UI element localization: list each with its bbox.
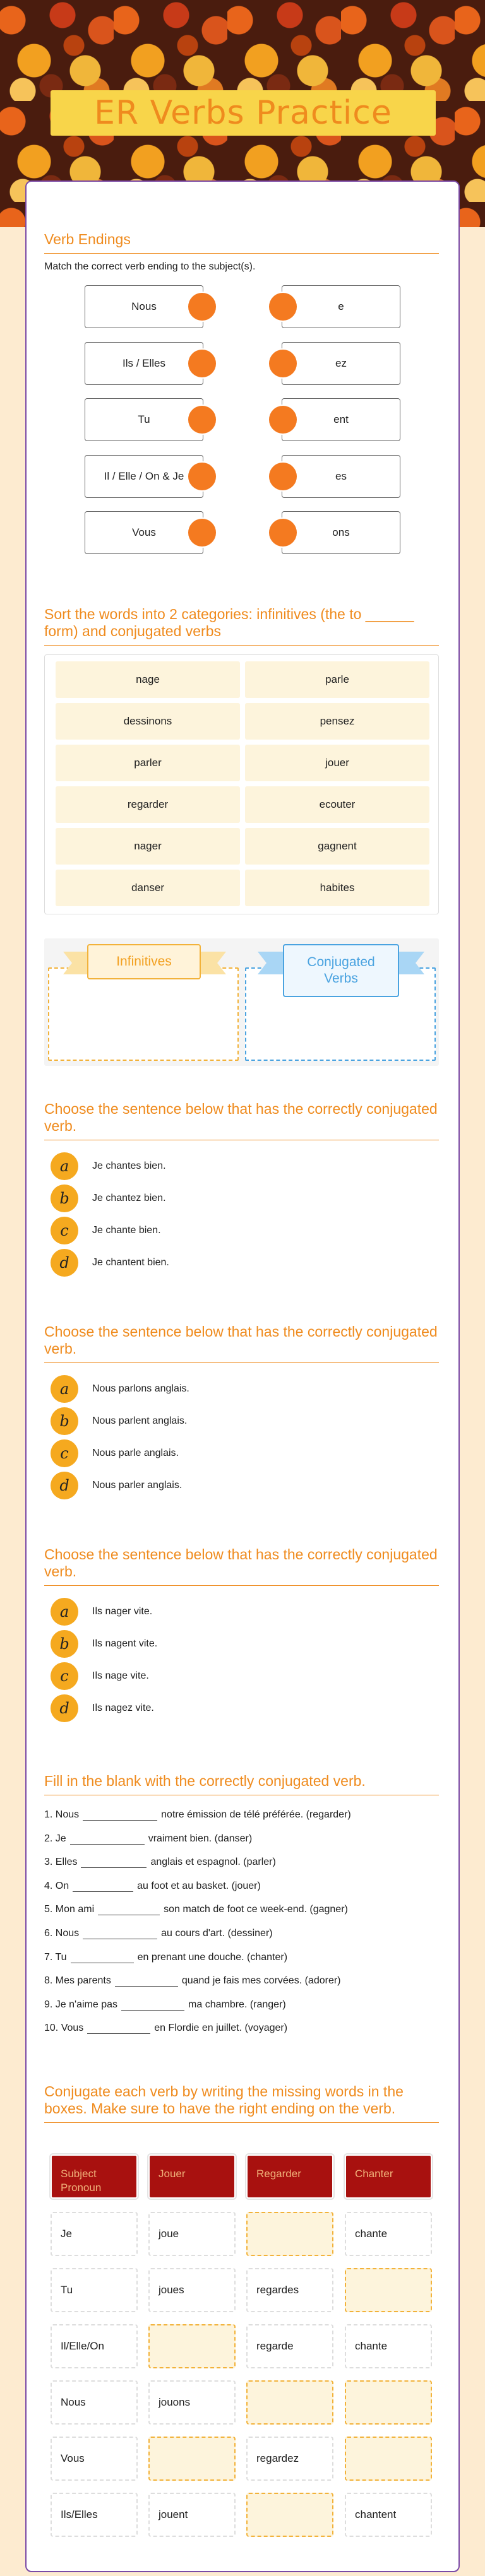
ribbon-tail-right xyxy=(197,952,226,974)
option-text: Nous parle anglais. xyxy=(92,1448,179,1458)
answer-option[interactable] xyxy=(51,1407,187,1435)
option-text: Nous parler anglais. xyxy=(92,1480,183,1491)
match-subject-box[interactable]: Ils / Elles xyxy=(85,342,203,385)
table-cell: chante xyxy=(345,2324,432,2368)
section-title-conjugate: Conjugate each verb by writing the missing words in the boxes. Make sure to have the right ending on the verb. xyxy=(44,2083,439,2123)
match-connector-dot[interactable] xyxy=(188,293,216,321)
option-letter-badge: b xyxy=(51,1407,78,1435)
section-title-verb-endings: Verb Endings xyxy=(44,231,439,254)
blank-input[interactable] xyxy=(70,1835,145,1845)
title-banner xyxy=(51,90,436,136)
table-cell: regarde xyxy=(246,2324,333,2368)
section-title-fill-in: Fill in the blank with the correctly conjugated verb. xyxy=(44,1773,439,1795)
word-chip[interactable]: habites xyxy=(245,870,429,906)
fill-in-prefix: 9. Je n'aime pas xyxy=(44,1999,118,2010)
ribbon-tail-right-blue xyxy=(395,952,424,974)
word-chip[interactable]: nage xyxy=(56,661,240,698)
option-text: Je chantez bien. xyxy=(92,1193,166,1203)
blank-input[interactable] xyxy=(71,1953,134,1963)
fill-in-suffix: au foot et au basket. (jouer) xyxy=(137,1880,261,1891)
match-connector-dot[interactable] xyxy=(188,463,216,490)
word-chip[interactable]: regarder xyxy=(56,786,240,823)
fill-in-prefix: 4. On xyxy=(44,1880,69,1891)
question-title: Choose the sentence below that has the correctly conjugated verb. xyxy=(44,1546,439,1586)
table-cell: jouons xyxy=(148,2380,236,2425)
match-subject-box[interactable]: Nous xyxy=(85,285,203,328)
answer-option[interactable] xyxy=(51,1694,154,1722)
table-header: Chanter xyxy=(345,2154,432,2199)
table-cell: Nous xyxy=(51,2380,138,2425)
fill-in-suffix: en prenant une douche. (chanter) xyxy=(137,1951,288,1963)
option-text: Ils nage vite. xyxy=(92,1670,149,1681)
answer-option[interactable] xyxy=(51,1598,152,1626)
answer-option[interactable] xyxy=(51,1217,161,1244)
table-cell: Vous xyxy=(51,2437,138,2481)
drop-zone-infinitives[interactable] xyxy=(48,967,239,1061)
option-letter-badge: b xyxy=(51,1630,78,1658)
table-header: Jouer xyxy=(148,2154,236,2199)
table-header: Regarder xyxy=(246,2154,333,2199)
match-subject-box[interactable]: Tu xyxy=(85,398,203,441)
blank-input[interactable] xyxy=(87,2024,150,2034)
blank-input[interactable] xyxy=(83,1811,157,1821)
word-chip[interactable]: pensez xyxy=(245,703,429,740)
fill-in-item xyxy=(44,1901,348,1915)
fill-in-prefix: 6. Nous xyxy=(44,1928,80,1939)
answer-option[interactable] xyxy=(51,1439,179,1467)
answer-box[interactable] xyxy=(246,2493,333,2537)
option-letter-badge: c xyxy=(51,1662,78,1690)
blank-input[interactable] xyxy=(83,1929,157,1939)
option-text: Ils nagent vite. xyxy=(92,1638,158,1649)
answer-option[interactable] xyxy=(51,1472,182,1499)
fill-in-item xyxy=(44,1949,287,1963)
word-chip[interactable]: parle xyxy=(245,661,429,698)
match-connector-dot[interactable] xyxy=(269,406,297,434)
match-ending-box[interactable]: ez xyxy=(282,342,400,385)
fill-in-item xyxy=(44,1831,252,1845)
fill-in-suffix: quand je fais mes corvées. (adorer) xyxy=(181,1975,341,1987)
option-letter-badge: a xyxy=(51,1152,78,1180)
answer-option[interactable] xyxy=(51,1249,169,1277)
answer-box[interactable] xyxy=(246,2380,333,2425)
option-text: Je chantent bien. xyxy=(92,1257,169,1268)
match-ending-box[interactable]: ons xyxy=(282,511,400,554)
option-text: Nous parlent anglais. xyxy=(92,1415,188,1426)
answer-option[interactable] xyxy=(51,1630,157,1658)
matching-instruction: Match the correct verb ending to the subject(s). xyxy=(44,261,256,272)
fill-in-suffix: anglais et espagnol. (parler) xyxy=(150,1857,276,1868)
option-text: Ils nagez vite. xyxy=(92,1703,154,1713)
answer-box[interactable] xyxy=(345,2268,432,2312)
fill-in-suffix: en Flordie en juillet. (voyager) xyxy=(154,2023,288,2034)
fill-in-item xyxy=(44,2020,287,2034)
option-letter-badge: d xyxy=(51,1694,78,1722)
fill-in-prefix: 7. Tu xyxy=(44,1951,67,1963)
table-cell: Il/Elle/On xyxy=(51,2324,138,2368)
match-connector-dot[interactable] xyxy=(269,519,297,547)
match-ending-box[interactable]: es xyxy=(282,455,400,498)
question-title: Choose the sentence below that has the correctly conjugated verb. xyxy=(44,1323,439,1363)
blank-input[interactable] xyxy=(98,1905,160,1915)
blank-input[interactable] xyxy=(121,2000,184,2011)
word-chip[interactable]: ecouter xyxy=(245,786,429,823)
fill-in-suffix: au cours d'art. (dessiner) xyxy=(161,1928,273,1939)
blank-input[interactable] xyxy=(115,1976,178,1987)
match-connector-dot[interactable] xyxy=(188,519,216,547)
fill-in-suffix: son match de foot ce week-end. (gagner) xyxy=(164,1904,348,1915)
fill-in-suffix: notre émission de télé préférée. (regarder) xyxy=(161,1809,351,1820)
match-subject-box[interactable]: Vous xyxy=(85,511,203,554)
match-connector-dot[interactable] xyxy=(269,350,297,377)
option-letter-badge: d xyxy=(51,1472,78,1499)
word-chip[interactable]: nager xyxy=(56,828,240,865)
option-text: Nous parlons anglais. xyxy=(92,1383,189,1394)
blank-input[interactable] xyxy=(81,1858,147,1868)
answer-option[interactable] xyxy=(51,1152,166,1180)
option-text: Je chante bien. xyxy=(92,1225,161,1236)
question-title: Choose the sentence below that has the correctly conjugated verb. xyxy=(44,1101,439,1140)
match-connector-dot[interactable] xyxy=(188,406,216,434)
option-text: Ils nager vite. xyxy=(92,1606,153,1617)
table-cell: joue xyxy=(148,2212,236,2256)
fill-in-item xyxy=(44,1854,276,1868)
fill-in-suffix: ma chambre. (ranger) xyxy=(188,1999,286,2010)
table-cell: regardes xyxy=(246,2268,333,2312)
table-cell: chantent xyxy=(345,2493,432,2537)
fill-in-item xyxy=(44,1925,273,1939)
category-label-conjugated: Conjugated Verbs xyxy=(283,944,399,997)
fill-in-item xyxy=(44,1973,341,1987)
fill-in-prefix: 3. Elles xyxy=(44,1857,78,1868)
word-chip[interactable]: dessinons xyxy=(56,703,240,740)
match-connector-dot[interactable] xyxy=(188,350,216,377)
fill-in-prefix: 5. Mon ami xyxy=(44,1904,95,1915)
fill-in-prefix: 8. Mes parents xyxy=(44,1975,111,1987)
word-chip[interactable]: danser xyxy=(56,870,240,906)
table-cell: Tu xyxy=(51,2268,138,2312)
match-connector-dot[interactable] xyxy=(269,463,297,490)
answer-option[interactable] xyxy=(51,1662,149,1690)
blank-input[interactable] xyxy=(73,1882,133,1892)
category-label-infinitives: Infinitives xyxy=(87,944,201,979)
answer-box[interactable] xyxy=(345,2380,432,2425)
table-header: Subject Pronoun xyxy=(51,2154,138,2199)
match-connector-dot[interactable] xyxy=(269,293,297,321)
answer-box[interactable] xyxy=(246,2212,333,2256)
option-letter-badge: b xyxy=(51,1185,78,1212)
fill-in-prefix: 1. Nous xyxy=(44,1809,80,1820)
match-ending-box[interactable]: e xyxy=(282,285,400,328)
fill-in-item xyxy=(44,1878,261,1892)
answer-box[interactable] xyxy=(148,2324,236,2368)
answer-box[interactable] xyxy=(345,2437,432,2481)
option-text: Je chantes bien. xyxy=(92,1161,166,1171)
fill-in-prefix: 10. Vous xyxy=(44,2023,84,2034)
answer-option[interactable] xyxy=(51,1185,166,1212)
answer-option[interactable] xyxy=(51,1375,189,1403)
table-cell: jouent xyxy=(148,2493,236,2537)
match-ending-box[interactable]: ent xyxy=(282,398,400,441)
page-title: ER Verbs Practice xyxy=(94,94,392,132)
fill-in-item xyxy=(44,1997,286,2011)
option-letter-badge: c xyxy=(51,1439,78,1467)
table-cell: Ils/Elles xyxy=(51,2493,138,2537)
fill-in-prefix: 2. Je xyxy=(44,1833,66,1844)
table-cell: joues xyxy=(148,2268,236,2312)
fill-in-suffix: vraiment bien. (danser) xyxy=(148,1833,253,1844)
table-cell: regardez xyxy=(246,2437,333,2481)
match-subject-box[interactable]: Il / Elle / On & Je xyxy=(85,455,203,498)
option-letter-badge: a xyxy=(51,1375,78,1403)
option-letter-badge: c xyxy=(51,1217,78,1244)
fill-in-item xyxy=(44,1807,351,1821)
answer-box[interactable] xyxy=(148,2437,236,2481)
word-chip[interactable]: parler xyxy=(56,745,240,781)
table-cell: chante xyxy=(345,2212,432,2256)
word-chip[interactable]: jouer xyxy=(245,745,429,781)
word-chip[interactable]: gagnent xyxy=(245,828,429,865)
section-title-sort: Sort the words into 2 categories: infinitives (the to ______ form) and conjugated verbs xyxy=(44,606,439,646)
option-letter-badge: d xyxy=(51,1249,78,1277)
table-cell: Je xyxy=(51,2212,138,2256)
option-letter-badge: a xyxy=(51,1598,78,1626)
